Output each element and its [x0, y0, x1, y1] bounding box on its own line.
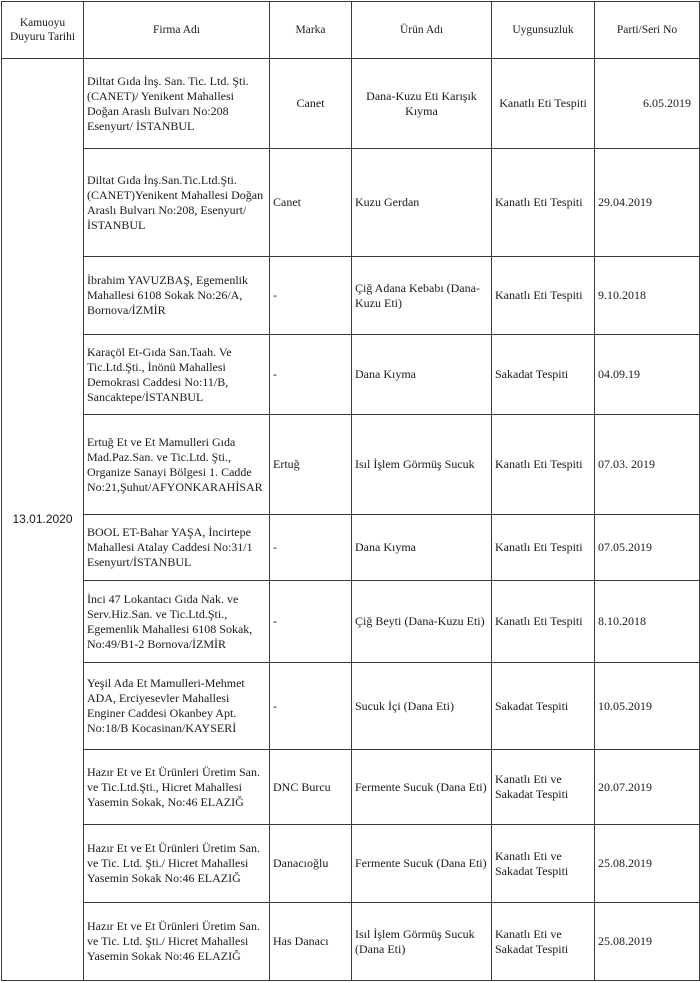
table-row [2, 663, 700, 750]
firm-cell: Diltat Gıda İnş. San. Tic. Ltd. Şti. (CANET)/ Yenikent Mahallesi Doğan Araslı Bulvarı No:208 Esenyurt/ İSTANBUL [84, 59, 270, 149]
brand-cell: - [270, 335, 352, 415]
nonconformity-cell: Kanatlı Eti Tespiti [492, 59, 595, 149]
nonconformity-cell: Kanatlı Eti Tespiti [492, 257, 595, 335]
brand-cell: Canet [270, 149, 352, 257]
product-cell: Fermente Sucuk (Dana Eti) [352, 750, 492, 825]
nonconformity-cell: Kanatlı Eti ve Sakadat Tespiti [492, 750, 595, 825]
table-row [2, 149, 700, 257]
header-product: Ürün Adı [352, 2, 492, 59]
table-row [2, 825, 700, 903]
firm-cell: Hazır Et ve Et Ürünleri Üretim San. ve Tic. Ltd. Şti./ Hicret Mahallesi Yasemin Sokak No:46 ELAZIĞ [84, 903, 270, 981]
batch-cell: 25.08.2019 [595, 903, 700, 981]
product-cell: Dana-Kuzu Eti Karışık Kıyma [352, 59, 492, 149]
batch-cell: 6.05.2019 [595, 59, 700, 149]
nonconformity-cell: Kanatlı Eti ve Sakadat Tespiti [492, 903, 595, 981]
firm-cell: Diltat Gıda İnş.San.Tic.Ltd.Şti. (CANET)Yenikent Mahallesi Doğan Araslı Bulvarı No:208, Esenyurt/ İSTANBUL [84, 149, 270, 257]
batch-cell: 10.05.2019 [595, 663, 700, 750]
firm-cell: Ertuğ Et ve Et Mamulleri Gıda Mad.Paz.San. ve Tic.Ltd. Şti., Organize Sanayi Bölgesi 1. Cadde No:21,Şuhut/AFYONKARAHİSAR [84, 415, 270, 515]
batch-cell: 25.08.2019 [595, 825, 700, 903]
product-cell: Çiğ Adana Kebabı (Dana-Kuzu Eti) [352, 257, 492, 335]
firm-cell: Yeşil Ada Et Mamulleri-Mehmet ADA, Erciyesevler Mahallesi Enginer Caddesi Okanbey Apt. No:18/B Kocasinan/KAYSERİ [84, 663, 270, 750]
nonconformity-cell: Kanatlı Eti Tespiti [492, 515, 595, 581]
header-date: Kamuoyu Duyuru Tarihi [2, 2, 84, 59]
batch-cell: 04.09.19 [595, 335, 700, 415]
brand-cell: Danacıoğlu [270, 825, 352, 903]
brand-cell: - [270, 515, 352, 581]
table-row [2, 59, 700, 149]
brand-cell: - [270, 581, 352, 663]
firm-cell: İnci 47 Lokantacı Gıda Nak. ve Serv.Hiz.San. ve Tic.Ltd.Şti., Egemenlik Mahallesi 6108 Sokak, No:49/B1-2 Bornova/İZMİR [84, 581, 270, 663]
product-cell: Fermente Sucuk (Dana Eti) [352, 825, 492, 903]
product-cell: Dana Kıyma [352, 335, 492, 415]
firm-cell: İbrahim YAVUZBAŞ, Egemenlik Mahallesi 6108 Sokak No:26/A, Bornova/İZMİR [84, 257, 270, 335]
batch-cell: 29.04.2019 [595, 149, 700, 257]
product-cell: Isıl İşlem Görmüş Sucuk (Dana Eti) [352, 903, 492, 981]
batch-cell: 20.07.2019 [595, 750, 700, 825]
nonconformity-cell: Kanatlı Eti Tespiti [492, 149, 595, 257]
nonconformity-cell: Kanatlı Eti ve Sakadat Tespiti [492, 825, 595, 903]
nonconformity-cell: Kanatlı Eti Tespiti [492, 581, 595, 663]
product-cell: Çiğ Beyti (Dana-Kuzu Eti) [352, 581, 492, 663]
nonconformity-cell: Sakadat Tespiti [492, 335, 595, 415]
brand-cell: Has Danacı [270, 903, 352, 981]
product-cell: Sucuk İçi (Dana Eti) [352, 663, 492, 750]
brand-cell: Ertuğ [270, 415, 352, 515]
table-row [2, 903, 700, 981]
batch-cell: 9.10.2018 [595, 257, 700, 335]
recall-table [1, 1, 700, 981]
brand-cell: - [270, 257, 352, 335]
batch-cell: 07.05.2019 [595, 515, 700, 581]
table-row [2, 335, 700, 415]
batch-cell: 8.10.2018 [595, 581, 700, 663]
table-row [2, 581, 700, 663]
header-batch: Parti/Seri No [595, 2, 700, 59]
nonconformity-cell: Kanatlı Eti Tespiti [492, 415, 595, 515]
table-row [2, 257, 700, 335]
product-cell: Isıl İşlem Görmüş Sucuk [352, 415, 492, 515]
brand-cell: Canet [270, 59, 352, 149]
nonconformity-cell: Sakadat Tespiti [492, 663, 595, 750]
product-cell: Kuzu Gerdan [352, 149, 492, 257]
header-brand: Marka [270, 2, 352, 59]
brand-cell: - [270, 663, 352, 750]
firm-cell: BOOL ET-Bahar YAŞA, İncirtepe Mahallesi Atalay Caddesi No:31/1 Esenyurt/İSTANBUL [84, 515, 270, 581]
firm-cell: Karaçöl Et-Gıda San.Taah. Ve Tic.Ltd.Şti., İnönü Mahallesi Demokrasi Caddesi No:11/B, Sancaktepe/İSTANBUL [84, 335, 270, 415]
table-row [2, 750, 700, 825]
product-cell: Dana Kıyma [352, 515, 492, 581]
firm-cell: Hazır Et ve Et Ürünleri Üretim San. ve Tic. Ltd. Şti./ Hicret Mahallesi Yasemin Sokak No:46 ELAZIĞ [84, 825, 270, 903]
header-nonconformity: Uygunsuzluk [492, 2, 595, 59]
table-row [2, 415, 700, 515]
header-row [2, 2, 700, 59]
table-row [2, 515, 700, 581]
announcement-date: 13.01.2020 [2, 59, 84, 981]
header-firm: Firma Adı [84, 2, 270, 59]
brand-cell: DNC Burcu [270, 750, 352, 825]
batch-cell: 07.03. 2019 [595, 415, 700, 515]
firm-cell: Hazır Et ve Et Ürünleri Üretim San. ve Tic.Ltd.Şti., Hicret Mahallesi Yasemin Sokak, No:46 ELAZIĞ [84, 750, 270, 825]
